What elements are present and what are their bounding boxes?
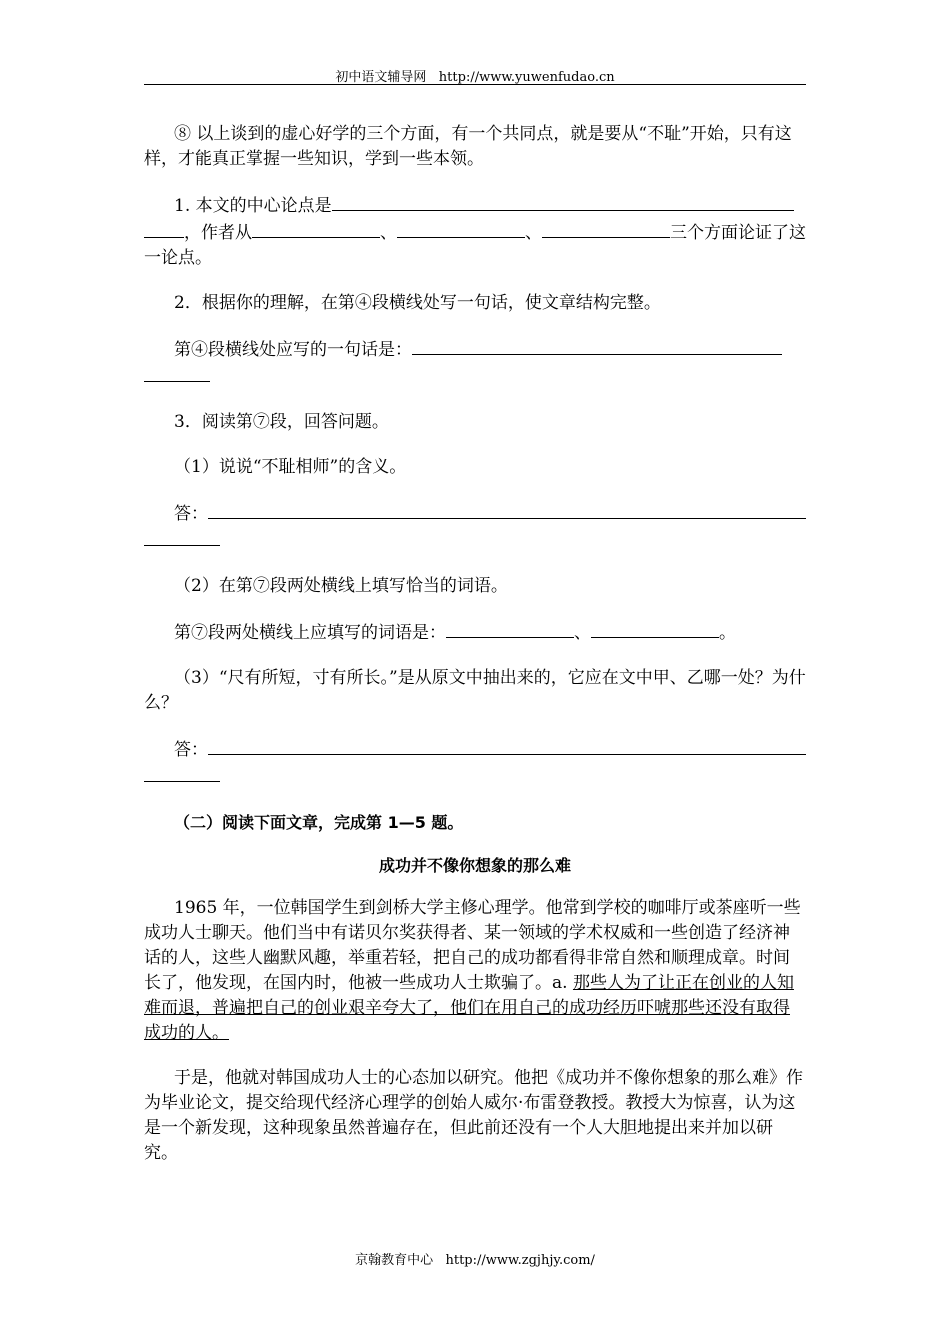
q1-blank-thesis[interactable]: [332, 192, 794, 211]
page-header: [144, 66, 806, 85]
q1-blank-thesis-cont[interactable]: [144, 219, 184, 238]
question-3-3-answer: 答：: [144, 736, 806, 790]
q1-blank-aspect-1[interactable]: [252, 219, 380, 238]
q3-3-answer-blank-cont[interactable]: [144, 763, 220, 782]
q1-blank-aspect-3[interactable]: [542, 219, 670, 238]
question-3-1-answer: 答：: [144, 500, 806, 554]
header-rule: [144, 84, 806, 85]
article-para-1: 1965 年，一位韩国学生到剑桥大学主修心理学。他常到学校的咖啡厅或茶座听一些成功人士聊天。他们当中有诺贝尔奖获得者、某一领域的学术权威和一些创造了经济神话的人，这些人幽默风趣，举重若轻，把自己的成功都看得非常自然和顺理成章。时间长了，他发现，在国内时，他被一些成功人士欺骗了。a. 那些人为了让正在创业的人知难而退，普遍把自己的创业艰辛夸大了，他们在用自己的成功经历吓唬那些还没有取得成功的人。: [144, 898, 801, 1043]
question-1: 1. 本文的中心论点是，作者从 、 、 三个方面论证了这一论点。: [144, 192, 806, 271]
q2-answer-blank[interactable]: [412, 336, 782, 355]
section-2-heading: （二）阅读下面文章，完成第 1—5 题。: [174, 813, 464, 832]
article-title: 成功并不像你想象的那么难: [378, 856, 571, 875]
header-site-url[interactable]: http://www.yuwenfudao.cn: [438, 70, 615, 85]
document-body: [144, 122, 806, 1166]
q3-2-blank-2[interactable]: [591, 619, 719, 638]
q3-3-answer-blank[interactable]: [208, 736, 806, 755]
passage-para-8: ⑧ 以上谈到的虚心好学的三个方面，有一个共同点，就是要从“不耻”开始，只有这样，才能真正掌握一些知识，学到一些本领。: [144, 124, 792, 169]
page-footer: [144, 1249, 806, 1268]
question-3-2: （2）在第⑦段两处横线上填写恰当的词语。: [174, 576, 508, 596]
q3-2-blank-1[interactable]: [446, 619, 574, 638]
q2-answer-blank-cont[interactable]: [144, 363, 210, 382]
q1-blank-aspect-2[interactable]: [397, 219, 525, 238]
question-3-2-answer: 第⑦段两处横线上应填写的词语是： 、 。: [144, 619, 806, 646]
underlined-sentence-a: 那些人为了让正在创业的人知难而退，普遍把自己的创业艰辛夸大了，他们在用自己的成功经历吓唬那些还没有取得成功的人。: [144, 973, 794, 1043]
question-3: 3．阅读第⑦段，回答问题。: [174, 412, 389, 432]
footer-org-url[interactable]: http://www.zgjhjy.com/: [445, 1253, 595, 1268]
header-site-name: 初中语文辅导网: [335, 70, 427, 85]
article-para-2: 于是，他就对韩国成功人士的心态加以研究。他把《成功并不像你想象的那么难》作为毕业论文，提交给现代经济心理学的创始人威尔·布雷登教授。教授大为惊喜，认为这是一个新发现，这种现象虽然普遍存在，但此前还没有一个人大胆地提出来并加以研究。: [144, 1068, 803, 1163]
footer-org-name: 京翰教育中心: [355, 1253, 434, 1268]
q3-1-answer-blank[interactable]: [208, 500, 806, 519]
question-2: 2．根据你的理解，在第④段横线处写一句话，使文章结构完整。: [174, 293, 661, 313]
question-3-3: （3）“尺有所短，寸有所长。”是从原文中抽出来的，它应在文中甲、乙哪一处？为什么？: [144, 668, 806, 713]
question-3-1: （1）说说“不耻相师”的含义。: [174, 457, 407, 477]
q3-1-answer-blank-cont[interactable]: [144, 527, 220, 546]
question-2-answer: 第④段横线处应写的一句话是：: [144, 336, 806, 390]
